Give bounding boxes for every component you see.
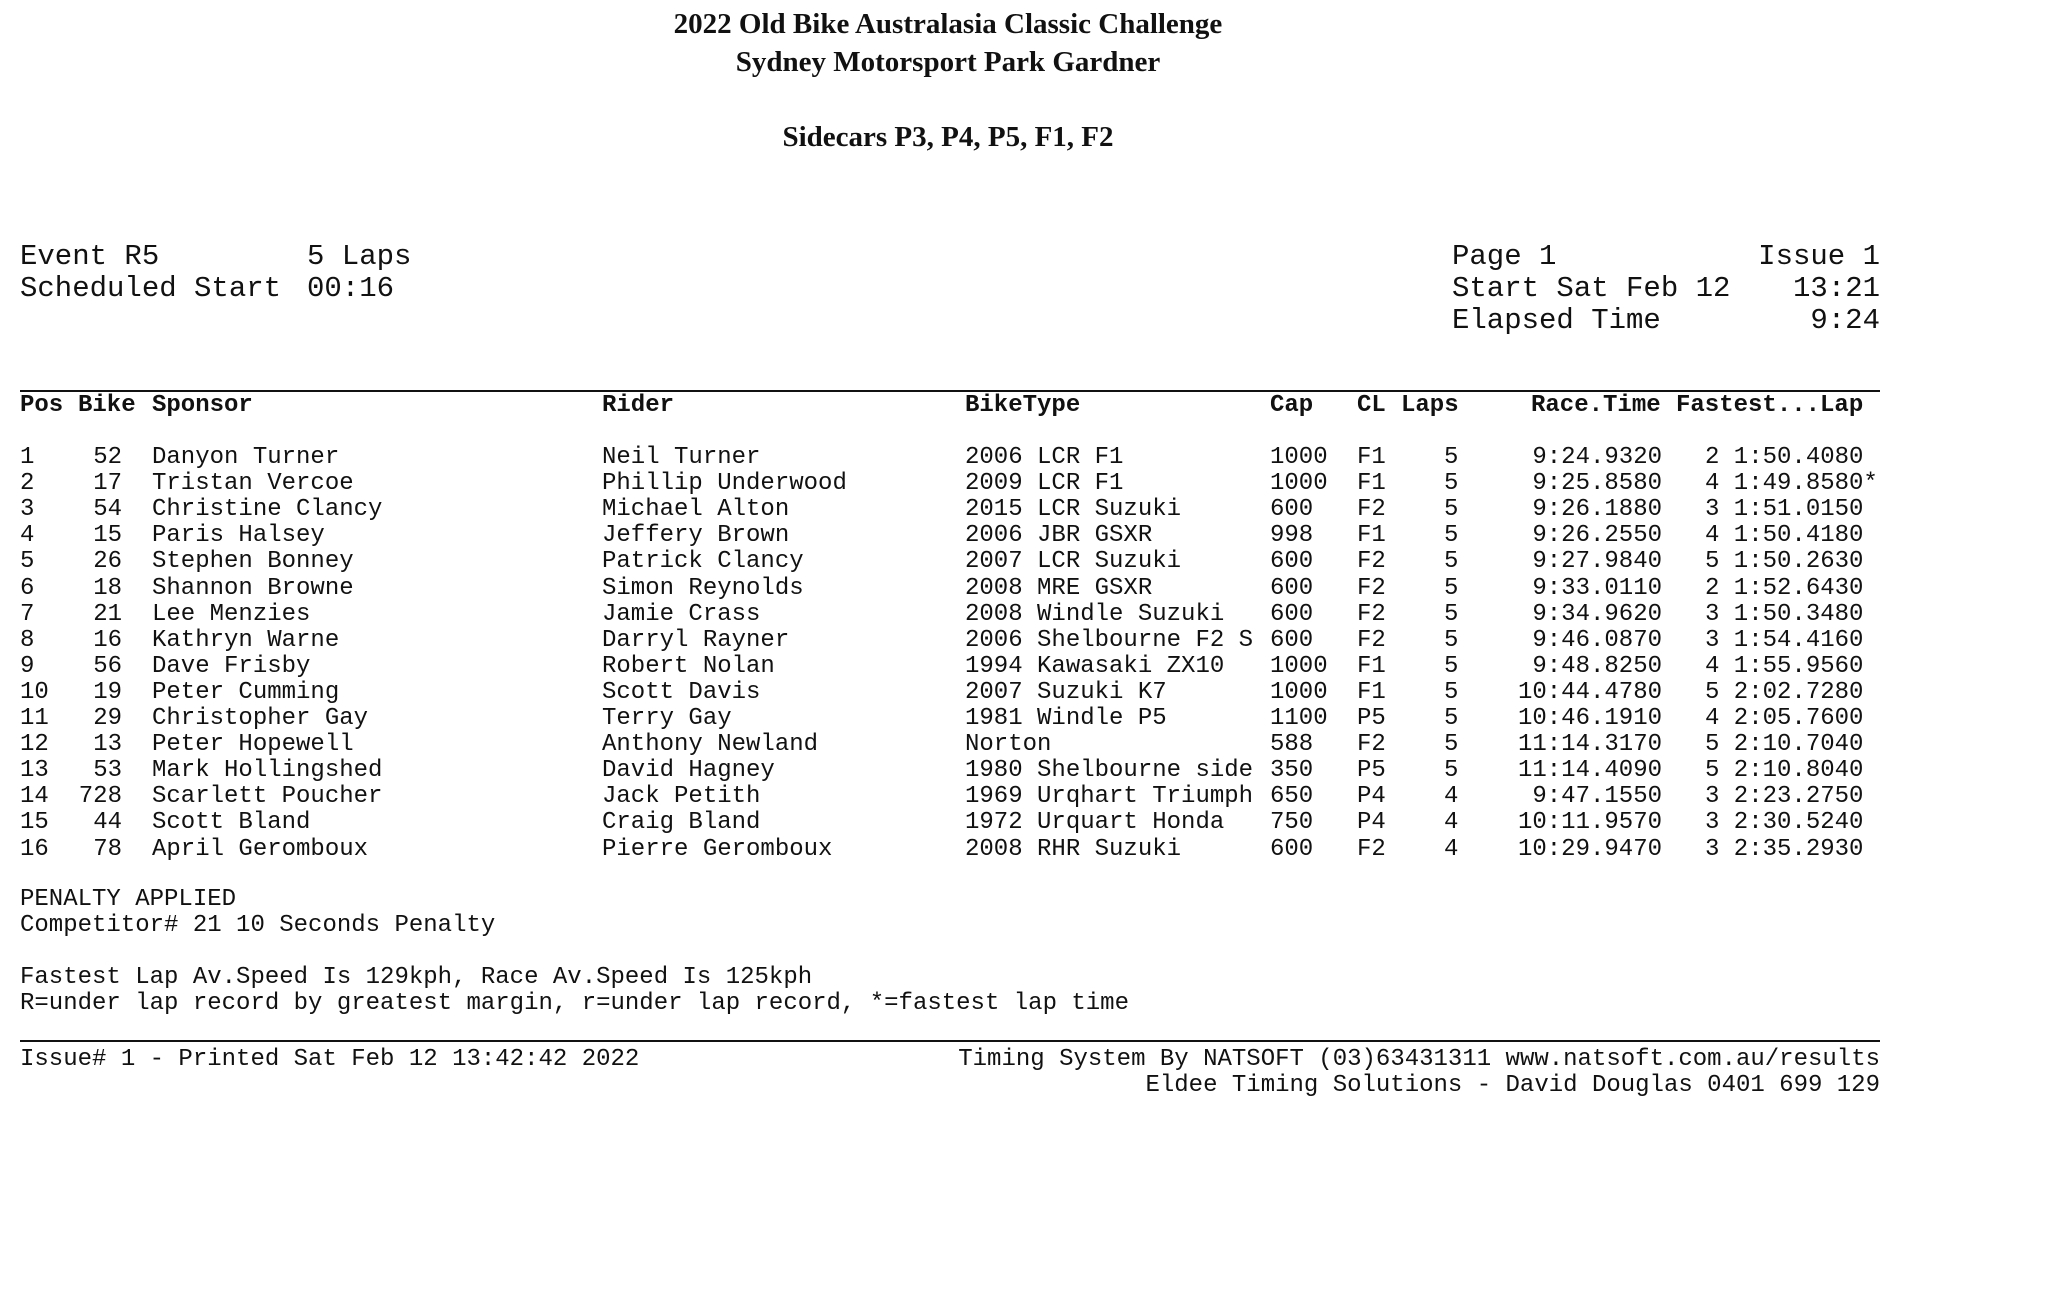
cell-fastest: 4 1:50.4180 (1705, 522, 1864, 550)
cell-cap: 1000 (1270, 652, 1328, 680)
cell-rider: Simon Reynolds (602, 574, 804, 602)
cell-cl: P4 (1357, 783, 1386, 811)
cell-cap: 750 (1270, 809, 1314, 837)
cell-cl: F2 (1357, 626, 1386, 654)
document-title: 2022 Old Bike Australasia Classic Challenge (673, 8, 1223, 40)
cell-bike: 29 (93, 705, 122, 732)
cell-sponsor: Peter Cumming (152, 678, 340, 706)
cell-pos: 6 (20, 574, 35, 602)
cell-cap: 350 (1270, 757, 1314, 785)
cell-biketype: 2006 JBR GSXR (965, 522, 1153, 550)
cell-racetime: 11:14.3170 (1517, 731, 1662, 759)
laps-label: 5 Laps (307, 240, 412, 273)
cell-sponsor: Danyon Turner (152, 444, 340, 471)
cell-pos: 1 (20, 444, 35, 471)
table-row (0, 601, 1896, 627)
cell-biketype: 2006 Shelbourne F2 S (965, 626, 1254, 654)
cell-laps: 5 (1444, 757, 1459, 785)
col-sponsor: Sponsor (152, 392, 253, 419)
cell-racetime: 9:24.9320 (1532, 444, 1662, 471)
col-pos: Pos (20, 392, 64, 419)
table-row (0, 705, 1896, 731)
event-label: Event R5 (20, 240, 160, 273)
cell-fastest: 2 1:52.6430 (1705, 574, 1864, 602)
cell-cl: F2 (1357, 548, 1386, 576)
table-row (0, 444, 1896, 470)
cell-racetime: 10:29.9470 (1517, 835, 1662, 863)
cell-pos: 11 (20, 705, 49, 732)
cell-fastest: 3 1:51.0150 (1705, 496, 1864, 524)
cell-cl: F1 (1357, 444, 1386, 471)
cell-biketype: 1980 Shelbourne side (965, 757, 1254, 785)
cell-sponsor: Shannon Browne (152, 574, 354, 602)
cell-racetime: 9:34.9620 (1532, 600, 1662, 628)
cell-racetime: 11:14.4090 (1517, 757, 1662, 785)
speed-line: Fastest Lap Av.Speed Is 129kph, Race Av.Speed Is 125kph (20, 964, 813, 991)
cell-sponsor: Lee Menzies (152, 600, 311, 628)
cell-sponsor: Paris Halsey (152, 522, 325, 550)
cell-cap: 1000 (1270, 470, 1328, 498)
table-row (0, 627, 1896, 653)
cell-rider: Terry Gay (602, 705, 732, 732)
cell-bike: 52 (93, 444, 122, 471)
cell-fastest: 3 1:54.4160 (1705, 626, 1864, 654)
cell-bike: 728 (78, 783, 122, 811)
elapsed-label: Elapsed Time (1452, 304, 1661, 337)
start-label: Start Sat Feb 12 (1452, 272, 1731, 305)
cell-racetime: 10:44.4780 (1517, 678, 1662, 706)
cell-bike: 19 (93, 678, 122, 706)
cell-cl: F2 (1357, 600, 1386, 628)
elapsed-time: 9:24 (1810, 304, 1880, 337)
cell-cap: 600 (1270, 835, 1314, 863)
col-fastest: Fastest...Lap (1676, 392, 1864, 419)
cell-cl: F1 (1357, 522, 1386, 550)
cell-biketype: 2006 LCR F1 (965, 444, 1124, 471)
cell-pos: 10 (20, 678, 49, 706)
cell-bike: 13 (93, 731, 122, 759)
cell-laps: 5 (1444, 470, 1459, 498)
cell-pos: 13 (20, 757, 49, 785)
cell-rider: Pierre Geromboux (602, 835, 833, 863)
cell-pos: 2 (20, 470, 35, 498)
cell-cl: F2 (1357, 574, 1386, 602)
cell-sponsor: Scarlett Poucher (152, 783, 383, 811)
col-cap: Cap (1270, 392, 1314, 419)
timing-system: Timing System By NATSOFT (03)63431311 www.natsoft.com.au/results (958, 1046, 1880, 1073)
cell-fastest: 5 1:50.2630 (1705, 548, 1864, 576)
cell-pos: 8 (20, 626, 35, 654)
cell-bike: 56 (93, 652, 122, 680)
cell-fastest: 3 1:50.3480 (1705, 600, 1864, 628)
col-cl: CL (1357, 392, 1386, 419)
col-racetime: Race.Time (1531, 392, 1661, 419)
cell-racetime: 9:27.9840 (1532, 548, 1662, 576)
cell-pos: 3 (20, 496, 35, 524)
table-row (0, 548, 1896, 574)
cell-bike: 21 (93, 600, 122, 628)
col-rider: Rider (602, 392, 675, 419)
cell-cap: 600 (1270, 574, 1314, 602)
cell-pos: 16 (20, 835, 49, 863)
cell-bike: 17 (93, 470, 122, 498)
cell-rider: Darryl Rayner (602, 626, 790, 654)
cell-fastest: 5 2:02.7280 (1705, 678, 1864, 706)
cell-fastest: 2 1:50.4080 (1705, 444, 1864, 471)
cell-bike: 16 (93, 626, 122, 654)
table-row (0, 783, 1896, 809)
cell-cap: 600 (1270, 496, 1314, 524)
cell-rider: Jamie Crass (602, 600, 761, 628)
cell-laps: 5 (1444, 600, 1459, 628)
cell-sponsor: Dave Frisby (152, 652, 311, 680)
cell-rider: Scott Davis (602, 678, 761, 706)
cell-cl: P5 (1357, 705, 1386, 732)
cell-laps: 5 (1444, 626, 1459, 654)
cell-cap: 600 (1270, 548, 1314, 576)
col-biketype: BikeType (965, 392, 1081, 419)
cell-bike: 54 (93, 496, 122, 524)
table-row (0, 470, 1896, 496)
table-row (0, 522, 1896, 548)
cell-biketype: 2007 Suzuki K7 (965, 678, 1167, 706)
cell-bike: 53 (93, 757, 122, 785)
cell-laps: 4 (1444, 783, 1459, 811)
cell-sponsor: Tristan Vercoe (152, 470, 354, 498)
cell-rider: David Hagney (602, 757, 775, 785)
cell-racetime: 10:11.9570 (1517, 809, 1662, 837)
cell-sponsor: Kathryn Warne (152, 626, 340, 654)
cell-biketype: 2008 MRE GSXR (965, 574, 1153, 602)
cell-sponsor: April Geromboux (152, 835, 369, 863)
cell-rider: Michael Alton (602, 496, 790, 524)
cell-biketype: 2009 LCR F1 (965, 470, 1124, 498)
cell-biketype: 1972 Urquart Honda (965, 809, 1225, 837)
cell-cl: P4 (1357, 809, 1386, 837)
timing-solutions: Eldee Timing Solutions - David Douglas 0401 699 129 (1145, 1072, 1880, 1099)
cell-laps: 5 (1444, 705, 1459, 732)
cell-cl: F1 (1357, 678, 1386, 706)
cell-pos: 12 (20, 731, 49, 759)
footer-rule (20, 1040, 1880, 1042)
cell-pos: 14 (20, 783, 49, 811)
cell-bike: 26 (93, 548, 122, 576)
cell-bike: 15 (93, 522, 122, 550)
cell-sponsor: Christopher Gay (152, 705, 369, 732)
cell-rider: Jeffery Brown (602, 522, 790, 550)
cell-cl: F2 (1357, 496, 1386, 524)
cell-sponsor: Stephen Bonney (152, 548, 354, 576)
cell-biketype: 2008 RHR Suzuki (965, 835, 1182, 863)
scheduled-label: Scheduled Start (20, 272, 282, 305)
table-row (0, 653, 1896, 679)
cell-biketype: 1969 Urqhart Triumph (965, 783, 1254, 811)
cell-pos: 9 (20, 652, 35, 680)
cell-cl: F1 (1357, 470, 1386, 498)
cell-fastest: 3 2:35.2930 (1705, 835, 1864, 863)
cell-bike: 44 (93, 809, 122, 837)
cell-cap: 1000 (1270, 678, 1328, 706)
table-row (0, 809, 1896, 835)
cell-rider: Jack Petith (602, 783, 761, 811)
cell-cap: 1000 (1270, 444, 1328, 471)
cell-bike: 78 (93, 835, 122, 863)
col-bike: Bike (78, 392, 136, 419)
race-title: Sidecars P3, P4, P5, F1, F2 (782, 121, 1114, 153)
cell-laps: 5 (1444, 548, 1459, 576)
cell-laps: 5 (1444, 678, 1459, 706)
cell-cl: P5 (1357, 757, 1386, 785)
table-row (0, 731, 1896, 757)
cell-laps: 5 (1444, 444, 1459, 471)
cell-pos: 4 (20, 522, 35, 550)
cell-racetime: 9:48.8250 (1532, 652, 1662, 680)
cell-cl: F2 (1357, 835, 1386, 863)
start-time: 13:21 (1792, 272, 1880, 305)
cell-fastest: 5 2:10.7040 (1705, 731, 1864, 759)
cell-laps: 5 (1444, 652, 1459, 680)
cell-rider: Neil Turner (602, 444, 761, 471)
cell-biketype: 2008 Windle Suzuki (965, 600, 1225, 628)
table-row (0, 836, 1896, 862)
legend-line: R=under lap record by greatest margin, r=under lap record, *=fastest lap time (20, 990, 1129, 1017)
table-row (0, 679, 1896, 705)
cell-cap: 600 (1270, 600, 1314, 628)
scheduled-time: 00:16 (307, 272, 395, 305)
cell-fastest: 4 2:05.7600 (1705, 705, 1864, 732)
cell-rider: Robert Nolan (602, 652, 775, 680)
cell-laps: 5 (1444, 574, 1459, 602)
cell-pos: 15 (20, 809, 49, 837)
penalty-title: PENALTY APPLIED (20, 886, 237, 913)
cell-cap: 1100 (1270, 705, 1328, 732)
cell-rider: Craig Bland (602, 809, 761, 837)
table-row (0, 757, 1896, 783)
cell-racetime: 9:47.1550 (1532, 783, 1662, 811)
cell-cl: F2 (1357, 731, 1386, 759)
cell-biketype: 2015 LCR Suzuki (965, 496, 1182, 524)
cell-racetime: 9:25.8580 (1532, 470, 1662, 498)
page-label: Page 1 (1452, 240, 1557, 273)
cell-racetime: 9:33.0110 (1532, 574, 1662, 602)
cell-rider: Patrick Clancy (602, 548, 804, 576)
cell-cap: 650 (1270, 783, 1314, 811)
cell-fastest: 3 2:23.2750 (1705, 783, 1864, 811)
cell-rider: Anthony Newland (602, 731, 819, 759)
cell-sponsor: Christine Clancy (152, 496, 383, 524)
cell-racetime: 9:46.0870 (1532, 626, 1662, 654)
cell-cap: 998 (1270, 522, 1314, 550)
cell-biketype: 1981 Windle P5 (965, 705, 1167, 732)
table-row (0, 575, 1896, 601)
cell-pos: 5 (20, 548, 35, 576)
cell-sponsor: Scott Bland (152, 809, 311, 837)
cell-biketype: 2007 LCR Suzuki (965, 548, 1182, 576)
cell-biketype: 1994 Kawasaki ZX10 (965, 652, 1225, 680)
cell-cap: 600 (1270, 626, 1314, 654)
cell-racetime: 9:26.2550 (1532, 522, 1662, 550)
cell-fastest: 4 1:55.9560 (1705, 652, 1864, 680)
cell-pos: 7 (20, 600, 35, 628)
cell-laps: 4 (1444, 835, 1459, 863)
cell-fastest: 5 2:10.8040 (1705, 757, 1864, 785)
cell-fastest: 3 2:30.5240 (1705, 809, 1864, 837)
cell-sponsor: Peter Hopewell (152, 731, 354, 759)
cell-rider: Phillip Underwood (602, 470, 847, 498)
cell-racetime: 9:26.1880 (1532, 496, 1662, 524)
cell-laps: 4 (1444, 809, 1459, 837)
cell-cap: 588 (1270, 731, 1314, 759)
cell-laps: 5 (1444, 522, 1459, 550)
cell-racetime: 10:46.1910 (1517, 705, 1662, 732)
penalty-detail: Competitor# 21 10 Seconds Penalty (20, 912, 496, 939)
col-laps: Laps (1401, 392, 1459, 419)
cell-cl: F1 (1357, 652, 1386, 680)
venue-title: Sydney Motorsport Park Gardner (735, 46, 1161, 78)
cell-sponsor: Mark Hollingshed (152, 757, 383, 785)
cell-fastest: 4 1:49.8580* (1705, 470, 1878, 498)
cell-bike: 18 (93, 574, 122, 602)
cell-laps: 5 (1444, 731, 1459, 759)
cell-laps: 5 (1444, 496, 1459, 524)
table-row (0, 496, 1896, 522)
issue-printed: Issue# 1 - Printed Sat Feb 12 13:42:42 2022 (20, 1046, 640, 1073)
cell-biketype: Norton (965, 731, 1052, 759)
issue-label: Issue 1 (1758, 240, 1880, 273)
